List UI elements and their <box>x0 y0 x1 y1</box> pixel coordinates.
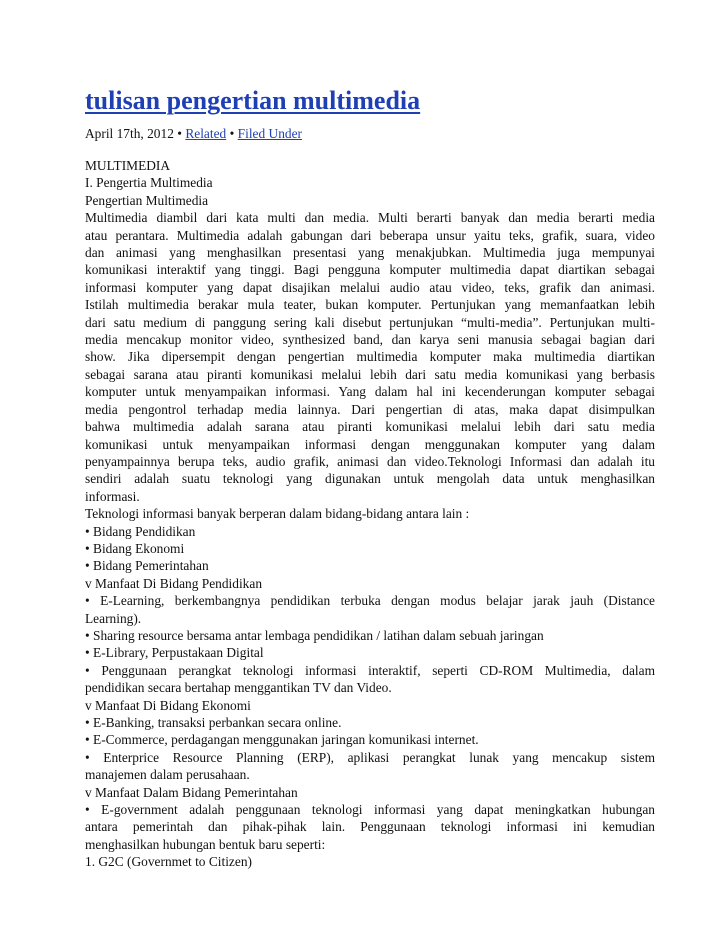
body-text-line: media mencakup monitor video, synthesized band, dan karya seni manusia sebagai bagian dari <box>85 332 655 348</box>
body-text-line: antara pemerintah dan pihak-pihak lain. Penggunaan teknologi informasi ini kemudian <box>85 819 655 835</box>
body-text-line: • E-Commerce, perdagangan menggunakan jaringan komunikasi internet. <box>85 732 479 748</box>
body-text-line: informasi komputer yang dapat disajikan melalui audio atau video, teks, grafik dan animasi. <box>85 279 655 295</box>
body-text-line: • Bidang Ekonomi <box>85 540 185 556</box>
post-body <box>85 157 655 871</box>
body-text-line: komunikasi untuk menyampaikan informasi dengan menggunakan komputer yang dalam <box>85 436 655 452</box>
body-text-line: Learning). <box>85 610 142 626</box>
body-text-line: Teknologi informasi banyak berperan dalam bidang-bidang antara lain : <box>85 506 470 522</box>
body-text-line: atau perantara. Multimedia adalah gabungan dari beberapa unsur yaitu teks, grafik, suara, video <box>85 227 655 243</box>
body-text-line: • Sharing resource bersama antar lembaga pendidikan / latihan dalam sebuah jaringan <box>85 627 544 643</box>
body-text-line: MULTIMEDIA <box>85 158 171 173</box>
body-text-line: • E-Library, Perpustakaan Digital <box>85 645 264 661</box>
body-text-line: show. Jika dipersempit dengan pengertian multimedia komputer maka multimedia diartikan <box>85 349 655 365</box>
document-page <box>85 84 655 871</box>
related-link[interactable]: Related <box>185 126 227 141</box>
body-text-line: media pengontrol terhadap media lainnya. Dari pengertian di atas, maka dapat disimpulkan <box>85 401 655 417</box>
body-text-line: manajemen dalam perusahaan. <box>85 767 250 783</box>
filed-under-link[interactable]: Filed Under <box>237 126 302 141</box>
post-title-link[interactable]: tulisan pengertian multimedia <box>85 86 421 115</box>
body-text-line: komunikasi interaktif yang tinggi. Bagi pengguna komputer multimedia dapat diartikan sebagai <box>85 262 655 278</box>
body-text-line: dan animasi yang menghasilkan presentasi yang menakjubkan. Multimedia juga mempunyai <box>85 245 655 261</box>
body-text-line: v Manfaat Dalam Bidang Pemerintahan <box>85 784 298 800</box>
body-text-line: sendiri adalah suatu teknologi yang digunakan untuk mengolah data untuk menghasilkan <box>85 471 655 487</box>
meta-separator: • <box>229 126 235 141</box>
body-text-line: • Bidang Pemerintahan <box>85 558 209 574</box>
body-text-line: dari satu medium di panggung sering kali disebut pertunjukan “multi-media”. Pertunjukan multi- <box>85 314 655 330</box>
body-text-line: pendidikan secara bertahap menggantikan TV dan Video. <box>85 680 392 696</box>
body-text-line: v Manfaat Di Bidang Pendidikan <box>85 575 263 591</box>
body-text-line: menghasilkan hubungan bentuk baru seperti: <box>85 836 326 852</box>
body-text-line: penyampainnya berupa teks, audio grafik, animasi dan video.Teknologi Informasi dan adalah itu <box>85 453 655 469</box>
body-text-line: • Enterprice Resource Planning (ERP), aplikasi perangkat lunak yang mencakup sistem <box>85 749 655 765</box>
body-text-line: 1. G2C (Governmet to Citizen) <box>85 854 252 870</box>
body-text-line: • E-Learning, berkembangnya pendidikan terbuka dengan modus belajar jarak jauh (Distance <box>85 593 655 609</box>
post-date: April 17th, 2012 <box>85 126 174 141</box>
body-text-line: Multimedia diambil dari kata multi dan media. Multi berarti banyak dan media berarti media <box>85 210 655 226</box>
body-text-line: • Penggunaan perangkat teknologi informasi interaktif, seperti CD-ROM Multimedia, dalam <box>85 662 655 678</box>
body-text-line: v Manfaat Di Bidang Ekonomi <box>85 697 251 713</box>
body-text-line: I. Pengertia Multimedia <box>85 175 213 191</box>
body-text-line: • E-Banking, transaksi perbankan secara online. <box>85 715 342 730</box>
body-text-line: • Bidang Pendidikan <box>85 523 196 539</box>
meta-separator: • <box>177 126 182 141</box>
body-text-line: komputer untuk menyampaikan informasi. Yang dalam hal ini kecenderungan komputer sebagai <box>85 384 655 400</box>
body-text-line: bahwa multimedia adalah sarana atau piranti komunikasi melalui lebih dari satu media <box>85 419 655 435</box>
post-meta <box>85 125 655 142</box>
body-text-line: • E-government adalah penggunaan teknologi informasi yang dapat meningkatkan hubungan <box>85 802 655 818</box>
body-text-line: Istilah multimedia berakar mula teater, bukan komputer. Pertunjukan yang memanfaatkan lebih <box>85 297 655 313</box>
body-text-line: sebagai sarana atau piranti komunikasi melalui lebih dari satu media komunikasi yang berbasis <box>85 366 655 382</box>
body-text-line: informasi. <box>85 488 140 504</box>
body-text-line: Pengertian Multimedia <box>85 192 209 208</box>
